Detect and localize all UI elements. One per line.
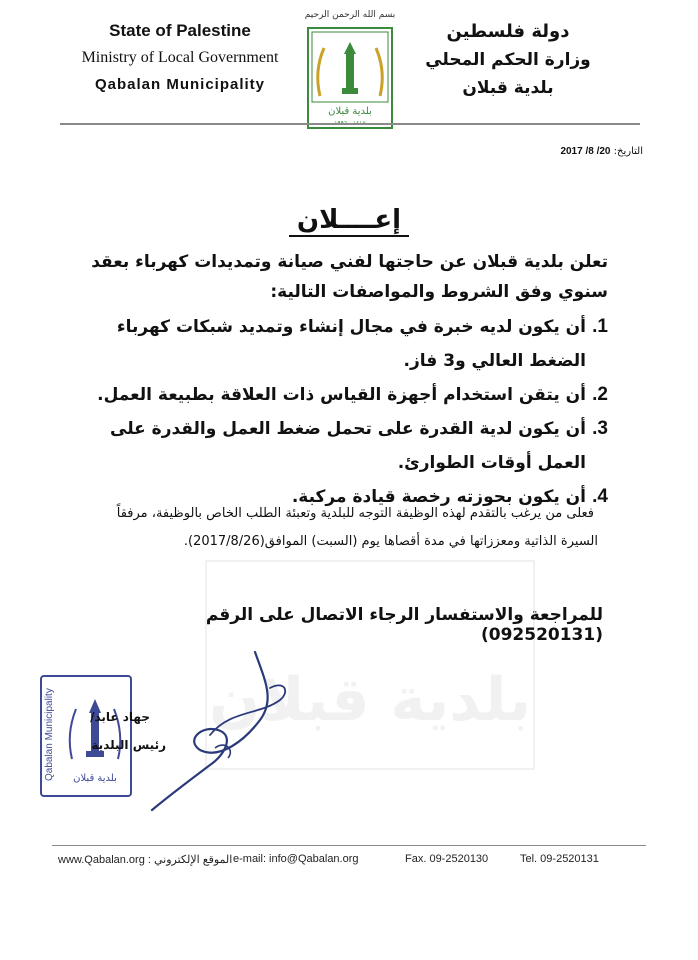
footer-email: e-mail: info@Qabalan.org [233,853,359,865]
stamp-ar-name: بلدية قبلان [73,773,117,784]
header-en-state: State of Palestine [109,21,251,40]
handwritten-signature [140,640,300,815]
header-ar-municipality: بلدية قبلان [462,78,554,98]
header-english [60,18,300,98]
announcement-intro: تعلن بلدية قبلان عن حاجتها لفني صيانة وتمديدات كهرباء بعقد سنوي وفق الشروط والمواصفات التالية: [91,252,608,302]
footer-tel: Tel. 09-2520131 [520,853,599,865]
item-text: أن يكون بحوزته رخصة قيادة مركبة. [291,487,586,507]
stamp-text: Qabalan Municipality [44,688,55,782]
footer-website: www.Qabalan.org : الموقع الإلكتروني [58,854,233,866]
stamp-emblem [62,679,128,791]
list-item [88,310,608,378]
footer-divider [52,845,646,846]
document-date [560,146,643,157]
signatory-name: جهاد عابد/ [90,710,150,724]
item-number: 4. [592,486,608,507]
item-text: أن يتقن استخدام أجهزة القياس ذات العلاقة بطبيعة العمل. [97,385,586,405]
item-number: 2. [592,384,608,405]
header-en-municipality: Qabalan Municipality [94,76,266,93]
item-text: أن يكون لديه خبرة في مجال إنشاء وتمديد شبكات كهرباء الضغط العالي و3 فاز. [116,317,586,371]
item-number: 3. [592,418,608,439]
header-ar-state: دولة فلسطين [446,21,570,42]
item-text: أن يكون لدية القدرة على تحمل ضغط العمل والقدرة على العمل أوقات الطوارئ. [110,419,586,473]
footer-fax: Fax. 09-2520130 [405,853,489,865]
application-note: فعلى من يرغب بالتقدم لهذه الوظيفة التوجه للبلدية وتعبئة الطلب الخاص بالوظيفة، مرفقاً السيرة الذاتية ومعززاتها في مدة أقصاها يوم (السبت) الموافق(2017/8/26). [116,506,598,549]
logo-ar-name: بلدية قبلان [328,106,372,117]
date-value: 2017 /8 /20 [560,146,611,157]
item-number: 1. [592,316,608,337]
contact-line: للمراجعة والاستفسار الرجاء الاتصال على الرقم (092520131) [205,605,603,645]
header-ar-ministry: وزارة الحكم المحلي [425,50,591,70]
watermark-text: بلدية قبلان [208,665,532,735]
municipality-logo [306,26,394,130]
header-divider [60,123,640,125]
title-text: إعــــلان [289,205,409,237]
basmala: بسم الله الرحمن الرحيم [304,10,396,20]
municipality-stamp [40,675,132,797]
header-arabic [408,18,608,102]
header-en-ministry: Ministry of Local Government [81,49,279,66]
list-item [88,412,608,480]
list-item [88,378,608,412]
signatory-title: رئيس البلدية [91,738,166,752]
announcement-title [0,205,698,237]
logo-years: ١٤١٧ ـ ١٩٩٦ [334,120,366,127]
requirements-list [88,310,608,514]
date-label: التاريخ: [613,146,643,157]
